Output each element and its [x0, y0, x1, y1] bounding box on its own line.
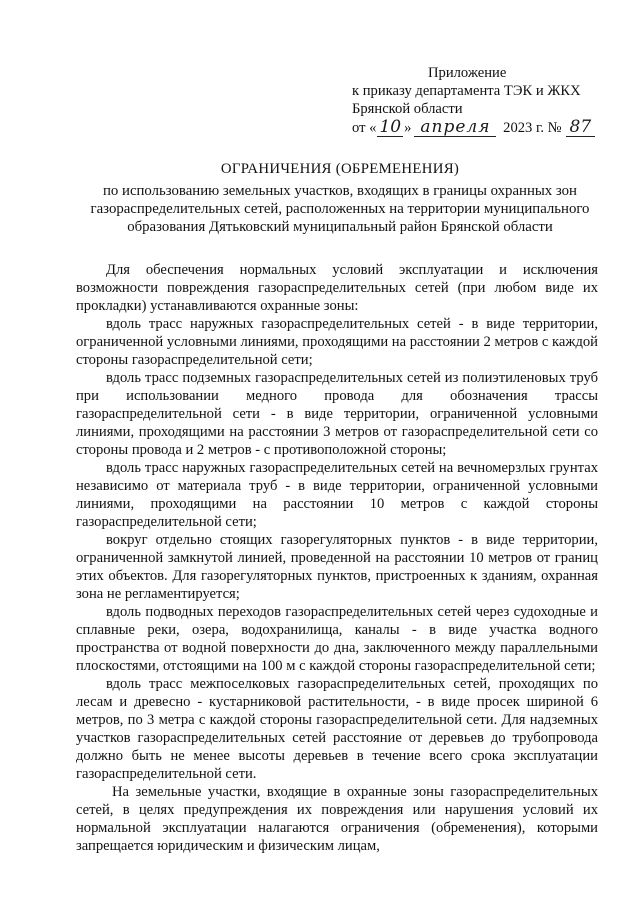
handwritten-month: апреля	[414, 118, 496, 137]
appendix-title: Приложение	[428, 65, 507, 81]
appendix-order-line: к приказу департамента ТЭК и ЖКХ	[352, 83, 581, 99]
appendix-date-line	[352, 118, 595, 137]
title-subheading: по использованию земельных участков, входящих в границы охранных зон газораспределительных сетей, расположенных на территории муниципального образования Дятьковский муниципальный район Брянской области	[90, 183, 590, 235]
date-year: 2023 г. №	[503, 120, 562, 136]
document-body	[76, 261, 598, 855]
paragraph-3: вдоль трасс подземных газораспределительных сетей из полиэтиленовых труб при использовании медного провода для обозначения трассы газораспределительной сети - в виде территории, ограниченной условными линиями, проходящими на расстоянии 3 метров от газораспределительной сети со стороны провода и 2 метров - с противоположной стороны;	[76, 370, 598, 458]
appendix-block	[352, 64, 595, 137]
date-close: »	[404, 120, 412, 136]
paragraph-4: вдоль трасс наружных газораспределительных сетей на вечномерзлых грунтах независимо от материала труб - в виде территории, ограниченной условными линиями, проходящими на расстоянии 10 метров с каждой стороны газораспределительной сети;	[76, 460, 598, 530]
paragraph-1: Для обеспечения нормальных условий эксплуатации и исключения возможности повреждения газораспределительных сетей (при любом виде их прокладки) устанавливаются охранные зоны:	[76, 262, 598, 314]
paragraph-8: На земельные участки, входящие в охранные зоны газораспределительных сетей, в целях предупреждения их повреждения или нарушения условий их нормальной эксплуатации налагаются ограничения (обременения), которыми запрещается юридическим и физическим лицам,	[76, 784, 598, 854]
date-prefix: от «	[352, 120, 377, 136]
paragraph-2: вдоль трасс наружных газораспределительных сетей - в виде территории, ограниченной условными линиями, проходящими на расстоянии 2 метров с каждой стороны газораспределительной сети;	[76, 316, 598, 368]
paragraph-7: вдоль трасс межпоселковых газораспределительных сетей, проходящих по лесам и древесно - кустарниковой растительности, - в виде просек шириной 6 метров, по 3 метра с каждой стороны газораспределительной сети. Для надземных участков газораспределительных сетей расстояние от деревьев до трубопровода должно быть не менее высоты деревьев в течение всего срока эксплуатации газораспределительной сети.	[76, 676, 598, 782]
appendix-region-line: Брянской области	[352, 101, 463, 117]
handwritten-day: 10	[379, 117, 402, 137]
handwritten-number: 87	[566, 118, 596, 137]
document-title	[90, 160, 590, 236]
title-heading: ОГРАНИЧЕНИЯ (ОБРЕМЕНЕНИЯ)	[220, 161, 460, 177]
paragraph-6: вдоль подводных переходов газораспределительных сетей через судоходные и сплавные реки, озера, водохранилища, каналы - в виде участка водного пространства от водной поверхности до дна, заключенного между параллельными плоскостями, отстоящими на 100 м с каждой стороны газораспределительной сети;	[76, 604, 598, 674]
paragraph-5: вокруг отдельно стоящих газорегуляторных пунктов - в виде территории, ограниченной замкнутой линией, проведенной на расстоянии 10 метров от границ этих объектов. Для газорегуляторных пунктов, пристроенных к зданиям, охранная зона не регламентируется;	[76, 532, 598, 602]
